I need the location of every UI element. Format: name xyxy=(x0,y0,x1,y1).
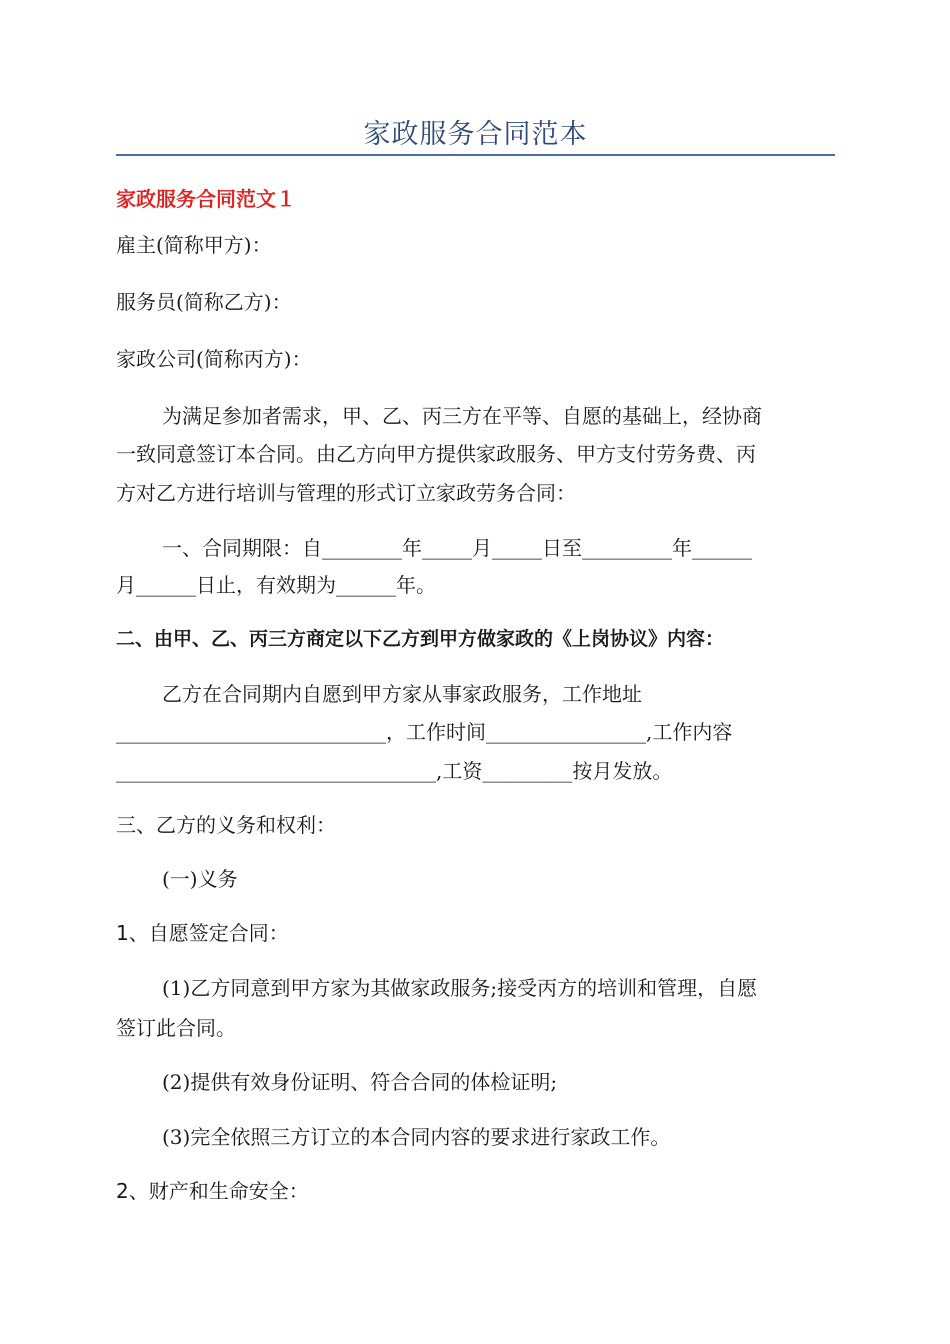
contract-term-line: 一、合同期限：自________年_____月_____日至_________年______ xyxy=(162,536,752,560)
list-item: 签订此合同。 xyxy=(116,1016,236,1040)
paragraph-line: 一致同意签订本合同。由乙方向甲方提供家政服务、甲方支付劳务费、丙 xyxy=(116,442,756,466)
document-title: 家政服务合同范本 xyxy=(363,119,588,150)
list-item: (1)乙方同意到甲方家为其做家政服务;接受丙方的培训和管理，自愿 xyxy=(162,976,758,1000)
section-heading: 家政服务合同范文１ xyxy=(116,187,296,211)
agency-line: 家政公司(简称丙方)： xyxy=(116,347,312,371)
list-item: (2)提供有效身份证明、符合合同的体检证明; xyxy=(162,1070,558,1094)
numbered-item: 2、财产和生命安全： xyxy=(116,1179,309,1203)
clause-heading: 二、由甲、乙、丙三方商定以下乙方到甲方做家政的《上岗协议》内容： xyxy=(116,628,725,650)
employer-line: 雇主(简称甲方)： xyxy=(116,233,272,257)
paragraph-line: ___________________________，工作时间________________,工作内容 xyxy=(116,720,733,744)
contract-term-line: 月______日止，有效期为______年。 xyxy=(116,573,436,597)
paragraph-line: 方对乙方进行培训与管理的形式订立家政劳务合同： xyxy=(116,481,576,505)
servant-line: 服务员(简称乙方)： xyxy=(116,290,292,314)
paragraph-line: 乙方在合同期内自愿到甲方家从事家政服务，工作地址 xyxy=(162,682,642,706)
list-item: (3)完全依照三方订立的本合同内容的要求进行家政工作。 xyxy=(162,1125,671,1149)
numbered-item: 1、自愿签定合同： xyxy=(116,921,289,945)
paragraph-line: 为满足参加者需求，甲、乙、丙三方在平等、自愿的基础上，经协商 xyxy=(162,404,762,428)
title-underline xyxy=(116,154,835,156)
clause-heading: 三、乙方的义务和权利： xyxy=(116,813,336,837)
sub-heading: (一)义务 xyxy=(162,867,238,891)
paragraph-line: ________________________________,工资_________按月发放。 xyxy=(116,759,673,783)
